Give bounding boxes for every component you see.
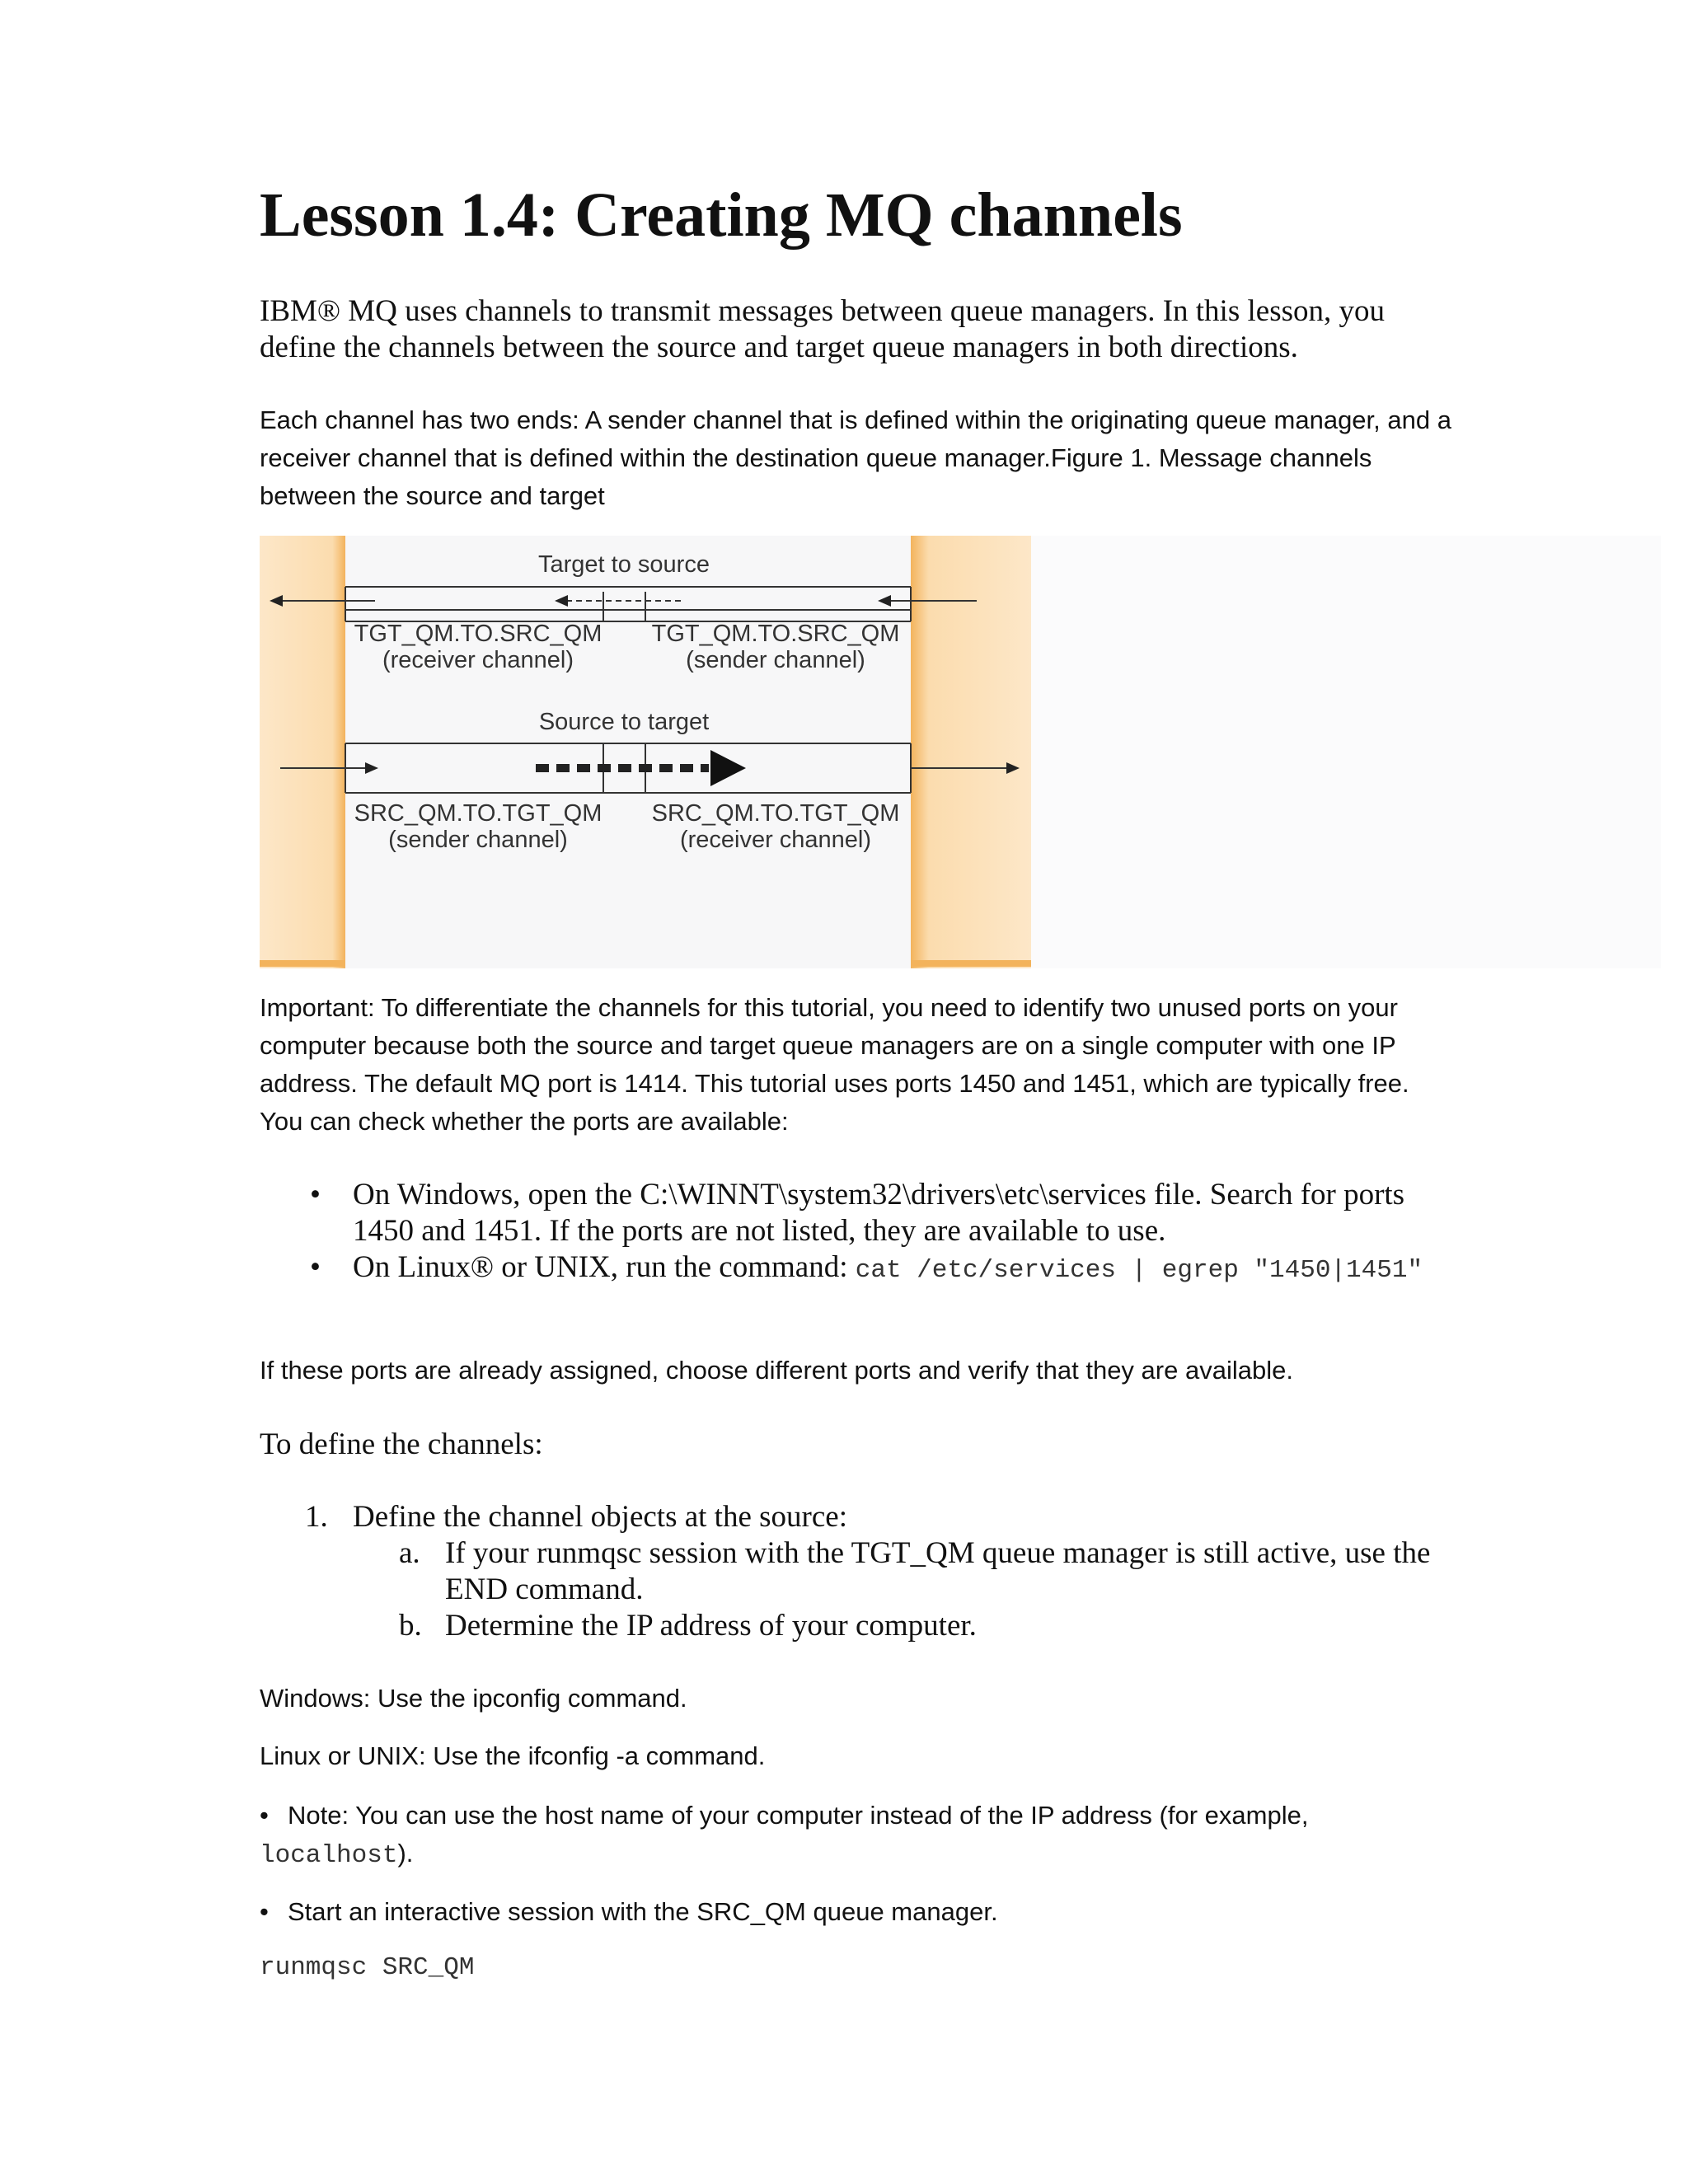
message-channels-figure xyxy=(260,536,1661,972)
substep-b-text: Determine the IP address of your computer. xyxy=(445,1609,977,1643)
bullet-icon: • xyxy=(260,1897,269,1926)
windows-ipconfig-line: Windows: Use the ipconfig command. xyxy=(260,1684,687,1713)
note-end: ). xyxy=(397,1839,414,1868)
src-tgt-sender-name: SRC_QM.TO.TGT_QM xyxy=(354,800,603,827)
src-tgt-receiver-type: (receiver channel) xyxy=(679,827,872,853)
define-steps-list xyxy=(305,1499,1459,1644)
note-paragraph xyxy=(260,1797,1455,1875)
list-item xyxy=(305,1499,1459,1644)
bullet-icon: • xyxy=(310,1178,321,1212)
to-define-heading: To define the channels: xyxy=(260,1427,543,1461)
ports-assigned-paragraph: If these ports are already assigned, choose different ports and verify that they are available. xyxy=(260,1356,1293,1385)
substeps-list xyxy=(353,1535,1459,1644)
tgt-src-receiver-type: (receiver channel) xyxy=(382,647,574,673)
start-session-line xyxy=(260,1893,1455,1931)
step-number: 1. xyxy=(305,1500,328,1534)
channel-ends-paragraph: Each channel has two ends: A sender channel that is defined within the originating queue manager, and a receiver channel that is defined within the destination queue manager.Figure 1. Message channels between the source and target xyxy=(260,405,1451,510)
step-1-text: Define the channel objects at the source: xyxy=(353,1500,847,1534)
src-tgt-receiver-name: SRC_QM.TO.TGT_QM xyxy=(651,800,900,827)
page-title: Lesson 1.4: Creating MQ channels xyxy=(260,180,1183,250)
src-tgt-sender-type: (sender channel) xyxy=(388,827,568,853)
list-item xyxy=(399,1535,1459,1608)
bullet-icon: • xyxy=(260,1801,269,1830)
source-to-target-heading: Source to target xyxy=(538,709,710,735)
list-item xyxy=(399,1608,1459,1644)
runmqsc-command: runmqsc SRC_QM xyxy=(260,1953,475,1982)
bullet-icon: • xyxy=(310,1250,321,1284)
linux-ifconfig-line: Linux or UNIX: Use the ifconfig -a command. xyxy=(260,1741,766,1770)
list-item xyxy=(305,1177,1459,1249)
substep-letter: a. xyxy=(399,1536,420,1570)
target-to-source-heading: Target to source xyxy=(538,551,710,578)
linux-port-check: On Linux® or UNIX, run the command: xyxy=(353,1250,856,1284)
egrep-command: cat /etc/services | egrep "1450|1451" xyxy=(855,1256,1423,1285)
tgt-src-sender-name: TGT_QM.TO.SRC_QM xyxy=(651,621,900,647)
port-check-list xyxy=(305,1177,1459,1289)
windows-port-check: On Windows, open the C:\WINNT\system32\drivers\etc\services file. Search for ports 1450 and 1451. If the ports are not listed, they are available to use. xyxy=(353,1178,1405,1248)
intro-paragraph: IBM® MQ uses channels to transmit messages between queue managers. In this lesson, you define the channels between the source and target queue managers in both directions. xyxy=(260,294,1385,364)
localhost-code: localhost xyxy=(260,1841,398,1870)
note-text: Note: You can use the host name of your computer instead of the IP address (for example, xyxy=(288,1801,1309,1830)
tgt-src-sender-type: (sender channel) xyxy=(686,647,865,673)
start-session-text: Start an interactive session with the SRC_QM queue manager. xyxy=(288,1897,998,1926)
substep-letter: b. xyxy=(399,1609,422,1643)
list-item xyxy=(305,1249,1459,1289)
substep-a-text: If your runmqsc session with the TGT_QM queue manager is still active, use the END command. xyxy=(445,1536,1431,1606)
tgt-src-receiver-name: TGT_QM.TO.SRC_QM xyxy=(354,621,603,647)
important-paragraph: Important: To differentiate the channels for this tutorial, you need to identify two unused ports on your computer because both the source and target queue managers are on a single computer with one IP address. The default MQ port is 1414. This tutorial uses ports 1450 and 1451, which are typically free. You can check whether the ports are available: xyxy=(260,993,1409,1136)
